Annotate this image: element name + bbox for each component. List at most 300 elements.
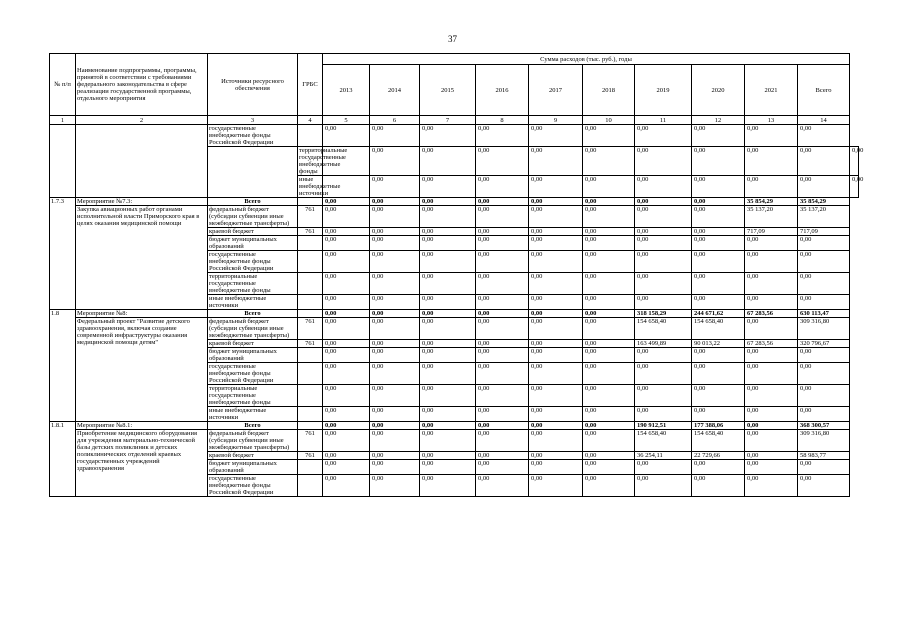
amount-cell: 0,00 — [476, 198, 529, 206]
header-year: 2019 — [635, 65, 692, 116]
header-grbs: ГРБС — [298, 54, 323, 116]
grbs-code — [298, 363, 323, 385]
amount-cell: 0,00 — [476, 422, 529, 430]
amount-cell: 0,00 — [370, 236, 420, 251]
table-row — [50, 318, 859, 340]
amount-cell: 0,00 — [420, 176, 476, 198]
column-number: 13 — [745, 116, 798, 125]
amount-cell: 0,00 — [420, 407, 476, 422]
amount-cell: 0,00 — [583, 251, 635, 273]
activity-description: Закупка авиационных работ органами исполнительной власти Приморского края в целях оказания медицинской помощи — [76, 206, 208, 310]
amount-cell: 717,09 — [745, 228, 798, 236]
amount-cell: 0,00 — [529, 295, 583, 310]
amount-cell: 0,00 — [583, 340, 635, 348]
amount-cell: 0,00 — [583, 452, 635, 460]
amount-cell: 0,00 — [420, 340, 476, 348]
amount-cell: 0,00 — [635, 147, 692, 176]
amount-cell: 0,00 — [420, 385, 476, 407]
amount-cell: 0,00 — [583, 310, 635, 318]
amount-cell: 0,00 — [323, 206, 370, 228]
amount-cell: 0,00 — [370, 176, 420, 198]
amount-cell: 0,00 — [420, 452, 476, 460]
amount-cell: 0,00 — [476, 251, 529, 273]
amount-cell: 0,00 — [745, 295, 798, 310]
amount-cell: 0,00 — [420, 430, 476, 452]
amount-cell: 0,00 — [583, 295, 635, 310]
amount-cell: 67 283,56 — [745, 340, 798, 348]
amount-cell: 0,00 — [745, 273, 798, 295]
amount-cell: 0,00 — [745, 407, 798, 422]
amount-cell: 0,00 — [692, 147, 745, 176]
amount-cell: 0,00 — [323, 318, 370, 340]
row-number: 1.8.1 — [50, 422, 76, 497]
amount-cell: 0,00 — [420, 460, 476, 475]
header-year: 2020 — [692, 65, 745, 116]
funding-source: территориальные государственные внебюджетные фонды — [208, 385, 298, 407]
amount-cell: 0,00 — [798, 295, 850, 310]
grbs-code — [298, 460, 323, 475]
header-num: № п/п — [50, 54, 76, 116]
amount-cell: 0,00 — [323, 422, 370, 430]
activity-description — [208, 147, 298, 198]
amount-cell: 0,00 — [745, 422, 798, 430]
amount-cell: 0,00 — [692, 348, 745, 363]
amount-cell: 0,00 — [323, 430, 370, 452]
amount-cell: 0,00 — [323, 348, 370, 363]
funding-source: краевой бюджет — [208, 340, 298, 348]
amount-cell: 154 658,40 — [635, 318, 692, 340]
grbs-code — [298, 295, 323, 310]
row-number: 1.7.3 — [50, 198, 76, 310]
funding-source: бюджет муниципальных образований — [208, 236, 298, 251]
amount-cell: 0,00 — [370, 452, 420, 460]
table-row — [50, 422, 859, 430]
amount-cell: 0,00 — [635, 176, 692, 198]
amount-cell: 0,00 — [323, 475, 370, 497]
funding-source: территориальные государственные внебюджетные фонды — [299, 147, 348, 175]
amount-cell: 0,00 — [476, 273, 529, 295]
amount-cell: 0,00 — [692, 176, 745, 198]
header-year: 2013 — [323, 65, 370, 116]
amount-cell: 0,00 — [323, 273, 370, 295]
amount-cell: 0,00 — [370, 251, 420, 273]
column-number: 10 — [583, 116, 635, 125]
activity-description: Федеральный проект "Развитие детского здравоохранения, включая создание современной инфраструктуры оказания медицинской помощи детям" — [76, 318, 208, 422]
amount-cell: 35 854,29 — [798, 198, 850, 206]
amount-cell: 0,00 — [529, 147, 583, 176]
amount-cell: 0,00 — [583, 176, 635, 198]
amount-cell: 0,00 — [420, 228, 476, 236]
grbs-code: 761 — [298, 430, 323, 452]
amount-cell: 0,00 — [476, 228, 529, 236]
grbs-code: 761 — [298, 206, 323, 228]
amount-cell: 0,00 — [420, 422, 476, 430]
amount-cell: 0,00 — [745, 125, 798, 147]
amount-cell: 0,00 — [529, 176, 583, 198]
amount-cell: 0,00 — [420, 206, 476, 228]
header-year: 2014 — [370, 65, 420, 116]
amount-cell: 0,00 — [583, 198, 635, 206]
amount-cell: 0,00 — [370, 228, 420, 236]
amount-cell: 0,00 — [635, 206, 692, 228]
grbs-code — [298, 422, 323, 430]
amount-cell: 177 388,06 — [692, 422, 745, 430]
page-number: 37 — [448, 34, 457, 44]
amount-cell: 0,00 — [529, 460, 583, 475]
amount-cell: 154 658,40 — [692, 318, 745, 340]
amount-cell: 0,00 — [370, 147, 420, 176]
amount-cell: 0,00 — [476, 460, 529, 475]
funding-source: бюджет муниципальных образований — [208, 348, 298, 363]
table-row — [50, 206, 859, 228]
grbs-code — [298, 125, 323, 147]
amount-cell: 0,00 — [323, 251, 370, 273]
amount-cell: 0,00 — [745, 475, 798, 497]
amount-cell: 0,00 — [323, 198, 370, 206]
amount-cell: 0,00 — [635, 273, 692, 295]
amount-cell: 0,00 — [745, 452, 798, 460]
amount-cell: 0,00 — [635, 198, 692, 206]
amount-cell: 163 499,89 — [635, 340, 692, 348]
amount-cell: 0,00 — [798, 125, 850, 147]
amount-cell: 0,00 — [476, 125, 529, 147]
column-number: 6 — [370, 116, 420, 125]
grbs-code — [298, 236, 323, 251]
grbs-code — [298, 385, 323, 407]
amount-cell: 0,00 — [529, 318, 583, 340]
amount-cell: 0,00 — [583, 475, 635, 497]
amount-cell: 0,00 — [420, 198, 476, 206]
expenses-table — [49, 53, 864, 497]
amount-cell: 0,00 — [635, 475, 692, 497]
column-number: 9 — [529, 116, 583, 125]
amount-cell: 0,00 — [529, 198, 583, 206]
amount-cell: 0,00 — [692, 273, 745, 295]
amount-cell: 0,00 — [420, 147, 476, 176]
amount-cell: 0,00 — [370, 318, 420, 340]
amount-cell: 0,00 — [420, 363, 476, 385]
amount-cell: 0,00 — [692, 460, 745, 475]
amount-cell: 0,00 — [323, 452, 370, 460]
amount-cell: 0,00 — [692, 295, 745, 310]
funding-source: Всего — [208, 198, 298, 206]
amount-cell: 0,00 — [692, 125, 745, 147]
amount-cell: 154 658,40 — [635, 430, 692, 452]
grbs-code: 761 — [298, 452, 323, 460]
amount-cell: 0,00 — [583, 430, 635, 452]
funding-source: государственные внебюджетные фонды Российской Федерации — [208, 125, 298, 147]
header-year: 2018 — [583, 65, 635, 116]
amount-cell: 0,00 — [476, 475, 529, 497]
amount-cell: 0,00 — [583, 385, 635, 407]
column-number: 3 — [208, 116, 298, 125]
column-number: 2 — [76, 116, 208, 125]
amount-cell: 0,00 — [476, 385, 529, 407]
amount-cell: 0,00 — [323, 363, 370, 385]
funding-source: федеральный бюджет (субсидии субвенции иные межбюджетные трансферты) — [208, 318, 298, 340]
amount-cell: 0,00 — [635, 295, 692, 310]
amount-cell: 0,00 — [420, 251, 476, 273]
amount-cell: 0,00 — [323, 407, 370, 422]
table-row — [50, 310, 859, 318]
amount-cell: 0,00 — [476, 407, 529, 422]
amount-cell: 0,00 — [323, 460, 370, 475]
amount-cell: 0,00 — [370, 460, 420, 475]
amount-cell: 630 113,47 — [798, 310, 850, 318]
amount-cell: 0,00 — [583, 460, 635, 475]
amount-cell: 0,00 — [476, 452, 529, 460]
amount-cell: 0,00 — [745, 460, 798, 475]
amount-cell: 0,00 — [583, 273, 635, 295]
activity-title: Мероприятие №7.3: — [76, 198, 208, 206]
amount-cell: 0,00 — [635, 228, 692, 236]
amount-cell: 0,00 — [692, 363, 745, 385]
amount-cell: 58 983,77 — [798, 452, 850, 460]
grbs-code: 761 — [298, 228, 323, 236]
amount-cell: 0,00 — [635, 363, 692, 385]
amount-cell: 0,00 — [850, 176, 859, 198]
amount-cell: 0,00 — [323, 340, 370, 348]
column-number: 7 — [420, 116, 476, 125]
amount-cell: 0,00 — [635, 236, 692, 251]
amount-cell: 0,00 — [370, 363, 420, 385]
row-number: 1.8 — [50, 310, 76, 422]
amount-cell: 318 158,29 — [635, 310, 692, 318]
amount-cell: 0,00 — [323, 310, 370, 318]
amount-cell: 0,00 — [692, 228, 745, 236]
column-number: 5 — [323, 116, 370, 125]
amount-cell: 0,00 — [798, 407, 850, 422]
amount-cell: 0,00 — [798, 475, 850, 497]
grbs-code — [298, 273, 323, 295]
amount-cell: 0,00 — [798, 251, 850, 273]
amount-cell: 0,00 — [583, 318, 635, 340]
amount-cell: 35 137,20 — [745, 206, 798, 228]
amount-cell: 0,00 — [635, 460, 692, 475]
amount-cell: 0,00 — [370, 295, 420, 310]
amount-cell: 0,00 — [529, 310, 583, 318]
amount-cell: 0,00 — [745, 236, 798, 251]
amount-cell: 0,00 — [476, 206, 529, 228]
amount-cell: 0,00 — [420, 475, 476, 497]
amount-cell: 0,00 — [476, 363, 529, 385]
amount-cell: 0,00 — [420, 273, 476, 295]
amount-cell: 0,00 — [529, 273, 583, 295]
amount-cell: 0,00 — [692, 206, 745, 228]
funding-source: федеральный бюджет (субсидии субвенции иные межбюджетные трансферты) — [208, 206, 298, 228]
grbs-code: 761 — [298, 340, 323, 348]
header-year: 2016 — [476, 65, 529, 116]
amount-cell: 90 013,22 — [692, 340, 745, 348]
amount-cell: 0,00 — [583, 147, 635, 176]
amount-cell: 0,00 — [692, 407, 745, 422]
amount-cell: 0,00 — [420, 348, 476, 363]
activity-title: Мероприятие №8.1: — [76, 422, 208, 430]
amount-cell: 0,00 — [420, 236, 476, 251]
header-source: Источники ресурсного обеспечения — [208, 54, 298, 116]
amount-cell: 0,00 — [583, 125, 635, 147]
amount-cell: 0,00 — [635, 348, 692, 363]
grbs-code — [298, 407, 323, 422]
amount-cell: 0,00 — [370, 310, 420, 318]
amount-cell: 0,00 — [323, 385, 370, 407]
amount-cell: 0,00 — [798, 460, 850, 475]
amount-cell: 0,00 — [370, 125, 420, 147]
amount-cell: 0,00 — [529, 125, 583, 147]
grbs-code — [298, 198, 323, 206]
grbs-code — [298, 310, 323, 318]
amount-cell: 0,00 — [476, 147, 529, 176]
amount-cell: 0,00 — [529, 348, 583, 363]
amount-cell: 0,00 — [798, 147, 850, 176]
header-name: Наименование подпрограммы, программы, принятой в соответствии с требованиями федерального законодательства в сфере реализации государственной программы, отдельного мероприятия — [76, 54, 208, 116]
amount-cell: 0,00 — [745, 430, 798, 452]
header-sum: Сумма расходов (тыс. руб.), годы — [323, 54, 850, 65]
amount-cell: 320 796,67 — [798, 340, 850, 348]
amount-cell: 0,00 — [635, 407, 692, 422]
amount-cell: 0,00 — [529, 251, 583, 273]
amount-cell: 22 729,66 — [692, 452, 745, 460]
amount-cell: 0,00 — [798, 176, 850, 198]
amount-cell: 0,00 — [370, 273, 420, 295]
amount-cell: 0,00 — [476, 348, 529, 363]
column-number: 8 — [476, 116, 529, 125]
funding-source: иные внебюджетные источники — [299, 176, 341, 197]
amount-cell: 0,00 — [745, 363, 798, 385]
amount-cell: 0,00 — [850, 147, 859, 176]
amount-cell: 0,00 — [529, 206, 583, 228]
funding-source: государственные внебюджетные фонды Российской Федерации — [208, 363, 298, 385]
column-number: 12 — [692, 116, 745, 125]
amount-cell: 36 254,11 — [635, 452, 692, 460]
activity-description: Приобретение медицинского оборудования для учреждения материально-технической базы детских поликлиник и детских поликлинических отделений краевых государственных учреждений здравоохранения — [76, 430, 208, 497]
funding-source: краевой бюджет — [208, 228, 298, 236]
amount-cell: 0,00 — [692, 236, 745, 251]
header-year: 2017 — [529, 65, 583, 116]
amount-cell: 0,00 — [370, 206, 420, 228]
amount-cell: 0,00 — [420, 310, 476, 318]
amount-cell: 0,00 — [745, 251, 798, 273]
amount-cell: 0,00 — [583, 363, 635, 385]
column-number: 11 — [635, 116, 692, 125]
amount-cell: 0,00 — [420, 318, 476, 340]
amount-cell: 0,00 — [370, 385, 420, 407]
table-row — [50, 430, 859, 452]
amount-cell: 154 658,40 — [692, 430, 745, 452]
amount-cell: 0,00 — [529, 452, 583, 460]
amount-cell: 0,00 — [420, 125, 476, 147]
funding-source: федеральный бюджет (субсидии субвенции иные межбюджетные трансферты) — [208, 430, 298, 452]
amount-cell: 0,00 — [529, 407, 583, 422]
amount-cell: 0,00 — [692, 251, 745, 273]
amount-cell: 0,00 — [476, 340, 529, 348]
activity-description — [76, 125, 208, 198]
funding-source: иные внебюджетные источники — [208, 407, 298, 422]
amount-cell: 0,00 — [323, 295, 370, 310]
amount-cell: 0,00 — [583, 206, 635, 228]
amount-cell: 67 283,56 — [745, 310, 798, 318]
amount-cell: 0,00 — [529, 422, 583, 430]
amount-cell: 0,00 — [476, 295, 529, 310]
amount-cell: 0,00 — [798, 385, 850, 407]
amount-cell: 309 316,80 — [798, 318, 850, 340]
amount-cell: 35 854,29 — [745, 198, 798, 206]
funding-source: бюджет муниципальных образований — [208, 460, 298, 475]
amount-cell: 0,00 — [529, 430, 583, 452]
header-year: 2015 — [420, 65, 476, 116]
table-row — [50, 198, 859, 206]
column-number: 1 — [50, 116, 76, 125]
funding-source: краевой бюджет — [208, 452, 298, 460]
amount-cell: 0,00 — [583, 348, 635, 363]
amount-cell: 0,00 — [583, 422, 635, 430]
amount-cell: 717,09 — [798, 228, 850, 236]
funding-source: государственные внебюджетные фонды Российской Федерации — [208, 475, 298, 497]
amount-cell: 0,00 — [692, 198, 745, 206]
amount-cell: 0,00 — [476, 176, 529, 198]
amount-cell: 368 300,57 — [798, 422, 850, 430]
amount-cell: 0,00 — [476, 236, 529, 251]
amount-cell: 0,00 — [635, 251, 692, 273]
amount-cell: 0,00 — [420, 295, 476, 310]
amount-cell: 35 137,20 — [798, 206, 850, 228]
amount-cell: 0,00 — [529, 385, 583, 407]
amount-cell: 0,00 — [583, 236, 635, 251]
amount-cell: 0,00 — [745, 348, 798, 363]
amount-cell: 0,00 — [745, 385, 798, 407]
grbs-code: 761 — [298, 318, 323, 340]
amount-cell: 0,00 — [476, 318, 529, 340]
amount-cell: 309 316,80 — [798, 430, 850, 452]
amount-cell: 0,00 — [529, 340, 583, 348]
header-year: Всего — [798, 65, 850, 116]
amount-cell: 244 671,62 — [692, 310, 745, 318]
amount-cell: 0,00 — [370, 430, 420, 452]
funding-source: государственные внебюджетные фонды Российской Федерации — [208, 251, 298, 273]
amount-cell: 0,00 — [323, 125, 370, 147]
amount-cell: 0,00 — [745, 176, 798, 198]
amount-cell: 0,00 — [745, 318, 798, 340]
column-number: 14 — [798, 116, 850, 125]
grbs-code — [298, 348, 323, 363]
amount-cell: 0,00 — [370, 348, 420, 363]
amount-cell: 0,00 — [692, 475, 745, 497]
amount-cell: 0,00 — [745, 147, 798, 176]
amount-cell: 0,00 — [583, 228, 635, 236]
funding-source: Всего — [208, 422, 298, 430]
grbs-code — [298, 251, 323, 273]
amount-cell: 0,00 — [323, 236, 370, 251]
amount-cell: 0,00 — [323, 228, 370, 236]
grbs-code — [298, 475, 323, 497]
amount-cell: 0,00 — [798, 348, 850, 363]
amount-cell: 0,00 — [370, 198, 420, 206]
table-row — [50, 125, 859, 147]
amount-cell: 0,00 — [370, 340, 420, 348]
funding-source: иные внебюджетные источники — [208, 295, 298, 310]
amount-cell: 0,00 — [476, 310, 529, 318]
amount-cell: 0,00 — [370, 422, 420, 430]
amount-cell: 0,00 — [635, 385, 692, 407]
amount-cell: 0,00 — [370, 475, 420, 497]
amount-cell: 0,00 — [476, 430, 529, 452]
amount-cell: 0,00 — [583, 407, 635, 422]
column-number: 4 — [298, 116, 323, 125]
amount-cell: 0,00 — [798, 236, 850, 251]
amount-cell: 0,00 — [529, 363, 583, 385]
funding-source: территориальные государственные внебюджетные фонды — [208, 273, 298, 295]
funding-source: Всего — [208, 310, 298, 318]
